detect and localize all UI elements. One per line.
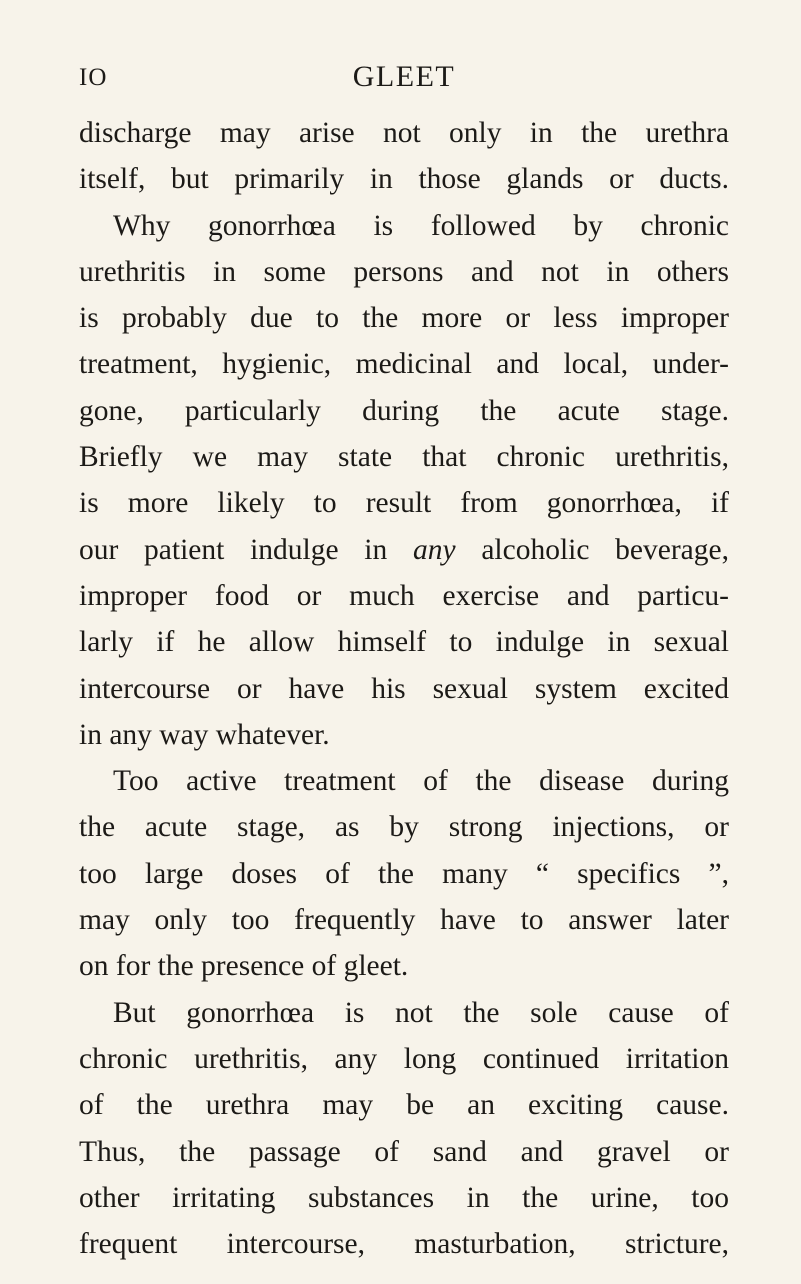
text-line: Thus, the passage of sand and gravel or bbox=[79, 1135, 729, 1168]
text-line: Too active treatment of the disease during bbox=[113, 765, 729, 798]
text-line: too large doses of the many “ specifics ”, bbox=[79, 857, 729, 890]
text-line: urethritis in some persons and not in others bbox=[79, 255, 729, 288]
text-line: on for the presence of gleet. bbox=[79, 950, 409, 983]
text-line: is more likely to result from gonorrhœa, if bbox=[79, 487, 729, 520]
text-line: discharge may arise not only in the urethra bbox=[79, 117, 729, 149]
text-line: of the urethra may be an exciting cause. bbox=[79, 1089, 729, 1122]
text-line: frequent intercourse, masturbation, stricture, bbox=[79, 1228, 729, 1261]
text-line: treatment, hygienic, medicinal and local, under- bbox=[79, 348, 729, 381]
text-line: gone, particularly during the acute stage. bbox=[79, 394, 729, 427]
italic-emphasis: any bbox=[412, 533, 456, 566]
text-segment: alcoholic beverage, bbox=[455, 533, 729, 566]
text-line: Why gonorrhœa is followed by chronic bbox=[113, 209, 729, 242]
running-head bbox=[79, 60, 729, 96]
text-line: in any way whatever. bbox=[79, 718, 330, 751]
text-line: Briefly we may state that chronic urethritis, bbox=[79, 441, 729, 474]
text-segment: our patient indulge in bbox=[79, 533, 413, 566]
text-line bbox=[79, 527, 729, 573]
text-line: But gonorrhœa is not the sole cause of bbox=[113, 996, 729, 1029]
text-line: is probably due to the more or less improper bbox=[79, 302, 729, 335]
text-line: chronic urethritis, any long continued irritation bbox=[79, 1042, 729, 1075]
text-line: other irritating substances in the urine, too bbox=[79, 1181, 729, 1214]
text-line: improper food or much exercise and particu- bbox=[79, 579, 729, 612]
text-line: itself, but primarily in those glands or ducts. bbox=[79, 163, 729, 196]
body-text bbox=[79, 110, 729, 1267]
text-line: intercourse or have his sexual system excited bbox=[79, 672, 729, 705]
running-title: GLEET bbox=[352, 60, 456, 93]
text-line: may only too frequently have to answer later bbox=[79, 904, 729, 937]
page-number: IO bbox=[79, 64, 108, 91]
text-line: larly if he allow himself to indulge in sexual bbox=[79, 626, 729, 659]
text-line: the acute stage, as by strong injections, or bbox=[79, 811, 729, 844]
